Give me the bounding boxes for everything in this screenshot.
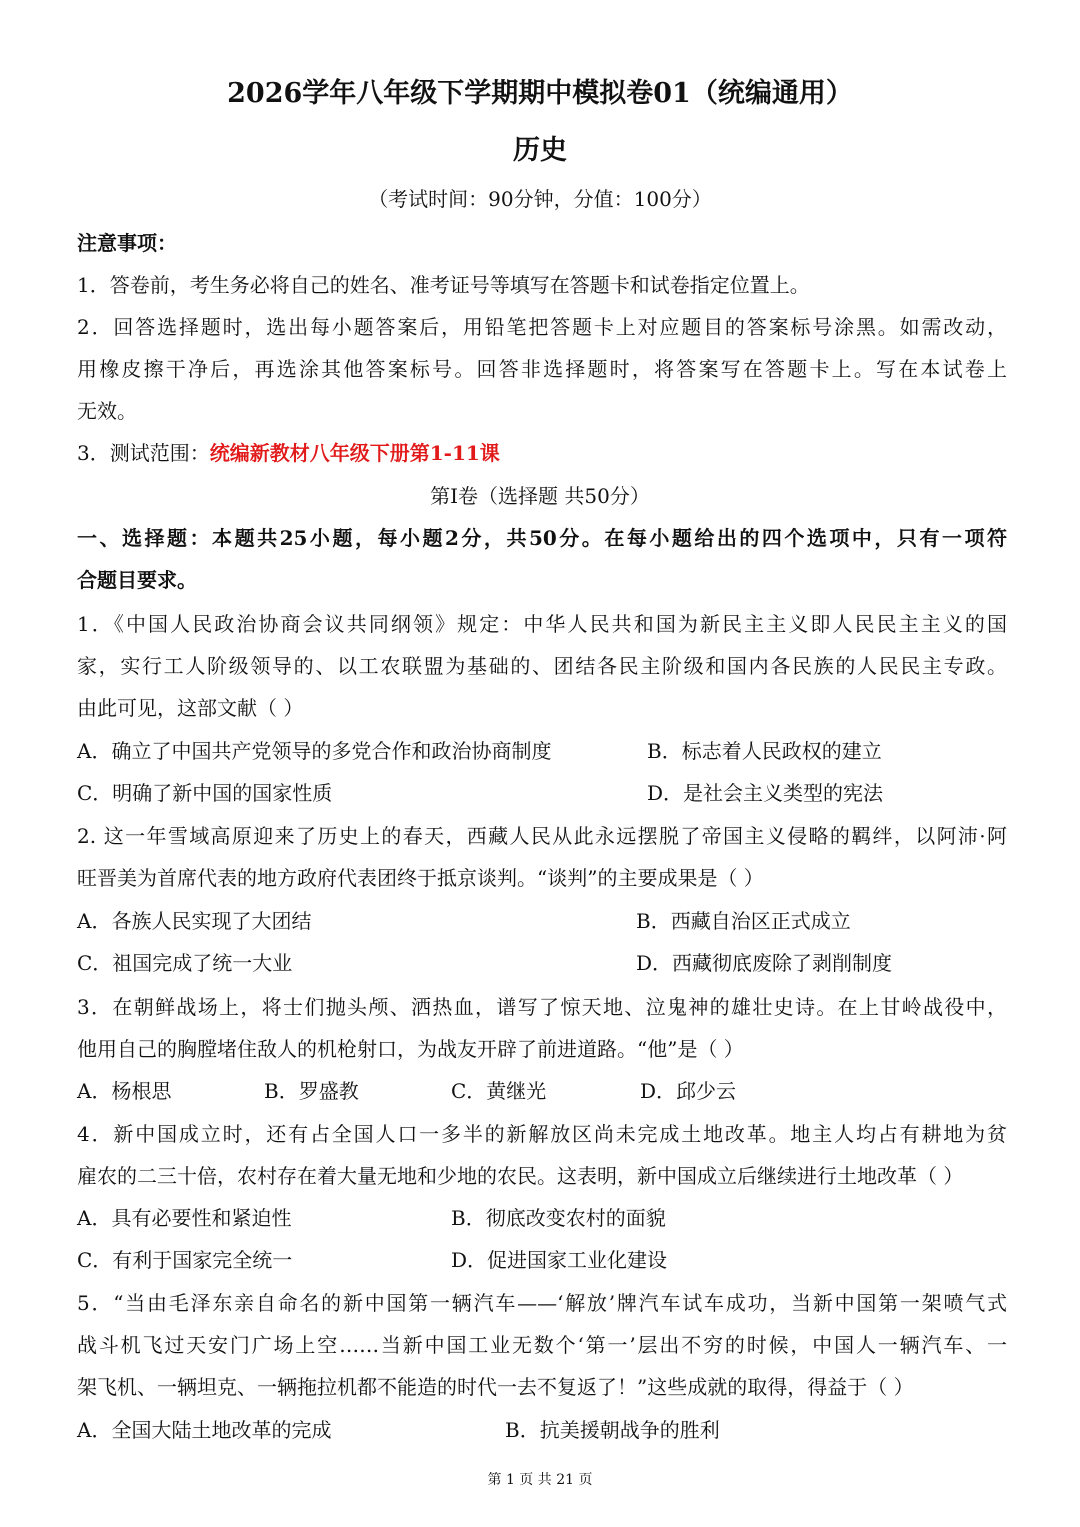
question-3-option-b: B．罗盛教 bbox=[264, 1079, 359, 1103]
question-2-option-b: B．西藏自治区正式成立 bbox=[636, 909, 851, 933]
notes-item-2-line-2: 用橡皮擦干净后，再选涂其他答案标号。回答非选择题时，将答案写在答题卡上。写在本试卷上 bbox=[77, 357, 1007, 381]
question-1-option-c: C．明确了新中国的国家性质 bbox=[77, 781, 333, 805]
notes-item-3-prefix: 3．测试范围： bbox=[77, 441, 210, 465]
notes-item-2-line-3: 无效。 bbox=[77, 399, 137, 423]
question-5-option-a: A．全国大陆土地改革的完成 bbox=[77, 1418, 332, 1442]
question-4-stem-line-2: 雇农的二三十倍，农村存在着大量无地和少地的农民。这表明，新中国成立后继续进行土地改革（ ） bbox=[77, 1164, 964, 1188]
question-4-option-a: A．具有必要性和紧迫性 bbox=[77, 1206, 292, 1230]
subject-title: 历史 bbox=[513, 135, 567, 166]
test-scope: 统编新教材八年级下册第1-11课 bbox=[209, 441, 500, 465]
question-1-stem-line-1: 1．《中国人民政治协商会议共同纲领》规定：中华人民共和国为新民主主义即人民民主主义的国 bbox=[77, 612, 1007, 636]
question-1-stem-line-2: 家，实行工人阶级领导的、以工农联盟为基础的、团结各民主阶级和国内各民族的人民民主专政。 bbox=[77, 654, 1007, 678]
exam-title: 2026学年八年级下学期期中模拟卷01（统编通用） bbox=[227, 78, 853, 109]
question-1-option-a: A．确立了中国共产党领导的多党合作和政治协商制度 bbox=[77, 739, 552, 763]
question-2-option-d: D．西藏彻底废除了剥削制度 bbox=[636, 951, 893, 975]
question-2-stem-line-2: 旺晋美为首席代表的地方政府代表团终于抵京谈判。“谈判”的主要成果是（ ） bbox=[77, 866, 764, 890]
question-1-option-d: D．是社会主义类型的宪法 bbox=[647, 781, 884, 805]
question-4-option-c: C．有利于国家完全统一 bbox=[77, 1248, 293, 1272]
question-3-stem-line-2: 他用自己的胸膛堵住敌人的机枪射口，为战友开辟了前进道路。“他”是（ ） bbox=[77, 1037, 744, 1061]
question-4-stem-line-1: 4．新中国成立时，还有占全国人口一多半的新解放区尚未完成土地改革。地主人均占有耕地为贫 bbox=[77, 1122, 1007, 1146]
part-title-line-1: 一、选择题：本题共25小题，每小题2分，共50分。在每小题给出的四个选项中，只有一项符 bbox=[77, 526, 1007, 550]
question-1-stem-line-3: 由此可见，这部文献（ ） bbox=[77, 696, 304, 720]
question-2-stem-line-1: 2. 这一年雪域高原迎来了历史上的春天，西藏人民从此永远摆脱了帝国主义侵略的羁绊，以阿沛·阿 bbox=[77, 824, 1007, 848]
question-5-stem-line-1: 5．“当由毛泽东亲自命名的新中国第一辆汽车——‘解放’牌汽车试车成功，当新中国第一架喷气式 bbox=[77, 1291, 1007, 1315]
part-title-line-2: 合题目要求。 bbox=[77, 568, 197, 592]
question-3-option-d: D．邱少云 bbox=[640, 1079, 737, 1103]
question-1-option-b: B．标志着人民政权的建立 bbox=[647, 739, 882, 763]
notes-heading: 注意事项： bbox=[77, 231, 177, 255]
question-2-option-c: C．祖国完成了统一大业 bbox=[77, 951, 293, 975]
page-footer: 第 1 页 共 21 页 bbox=[487, 1472, 593, 1488]
question-2-option-a: A．各族人民实现了大团结 bbox=[77, 909, 312, 933]
question-4-option-d: D．促进国家工业化建设 bbox=[451, 1248, 668, 1272]
notes-item-3 bbox=[77, 439, 1007, 467]
volume-title: 第Ⅰ卷（选择题 共50分） bbox=[430, 484, 650, 508]
question-5-stem-line-2: 战斗机飞过天安门广场上空……当新中国工业无数个‘第一’层出不穷的时候，中国人一辆汽车、一 bbox=[77, 1333, 1007, 1357]
exam-info: （考试时间：90分钟，分值：100分） bbox=[368, 187, 712, 211]
question-4-option-b: B．彻底改变农村的面貌 bbox=[451, 1206, 666, 1230]
notes-item-1: 1．答卷前，考生务必将自己的姓名、准考证号等填写在答题卡和试卷指定位置上。 bbox=[77, 273, 810, 297]
notes-item-2-line-1: 2．回答选择题时，选出每小题答案后，用铅笔把答题卡上对应题目的答案标号涂黑。如需改动， bbox=[77, 315, 1007, 339]
question-5-option-b: B．抗美援朝战争的胜利 bbox=[505, 1418, 720, 1442]
question-5-stem-line-3: 架飞机、一辆坦克、一辆拖拉机都不能造的时代一去不复返了！”这些成就的取得，得益于（ ） bbox=[77, 1375, 914, 1399]
question-3-stem-line-1: 3．在朝鲜战场上，将士们抛头颅、洒热血，谱写了惊天地、泣鬼神的雄壮史诗。在上甘岭战役中， bbox=[77, 995, 1007, 1019]
question-3-option-a: A．杨根思 bbox=[77, 1079, 172, 1103]
question-3-option-c: C．黄继光 bbox=[451, 1079, 547, 1103]
